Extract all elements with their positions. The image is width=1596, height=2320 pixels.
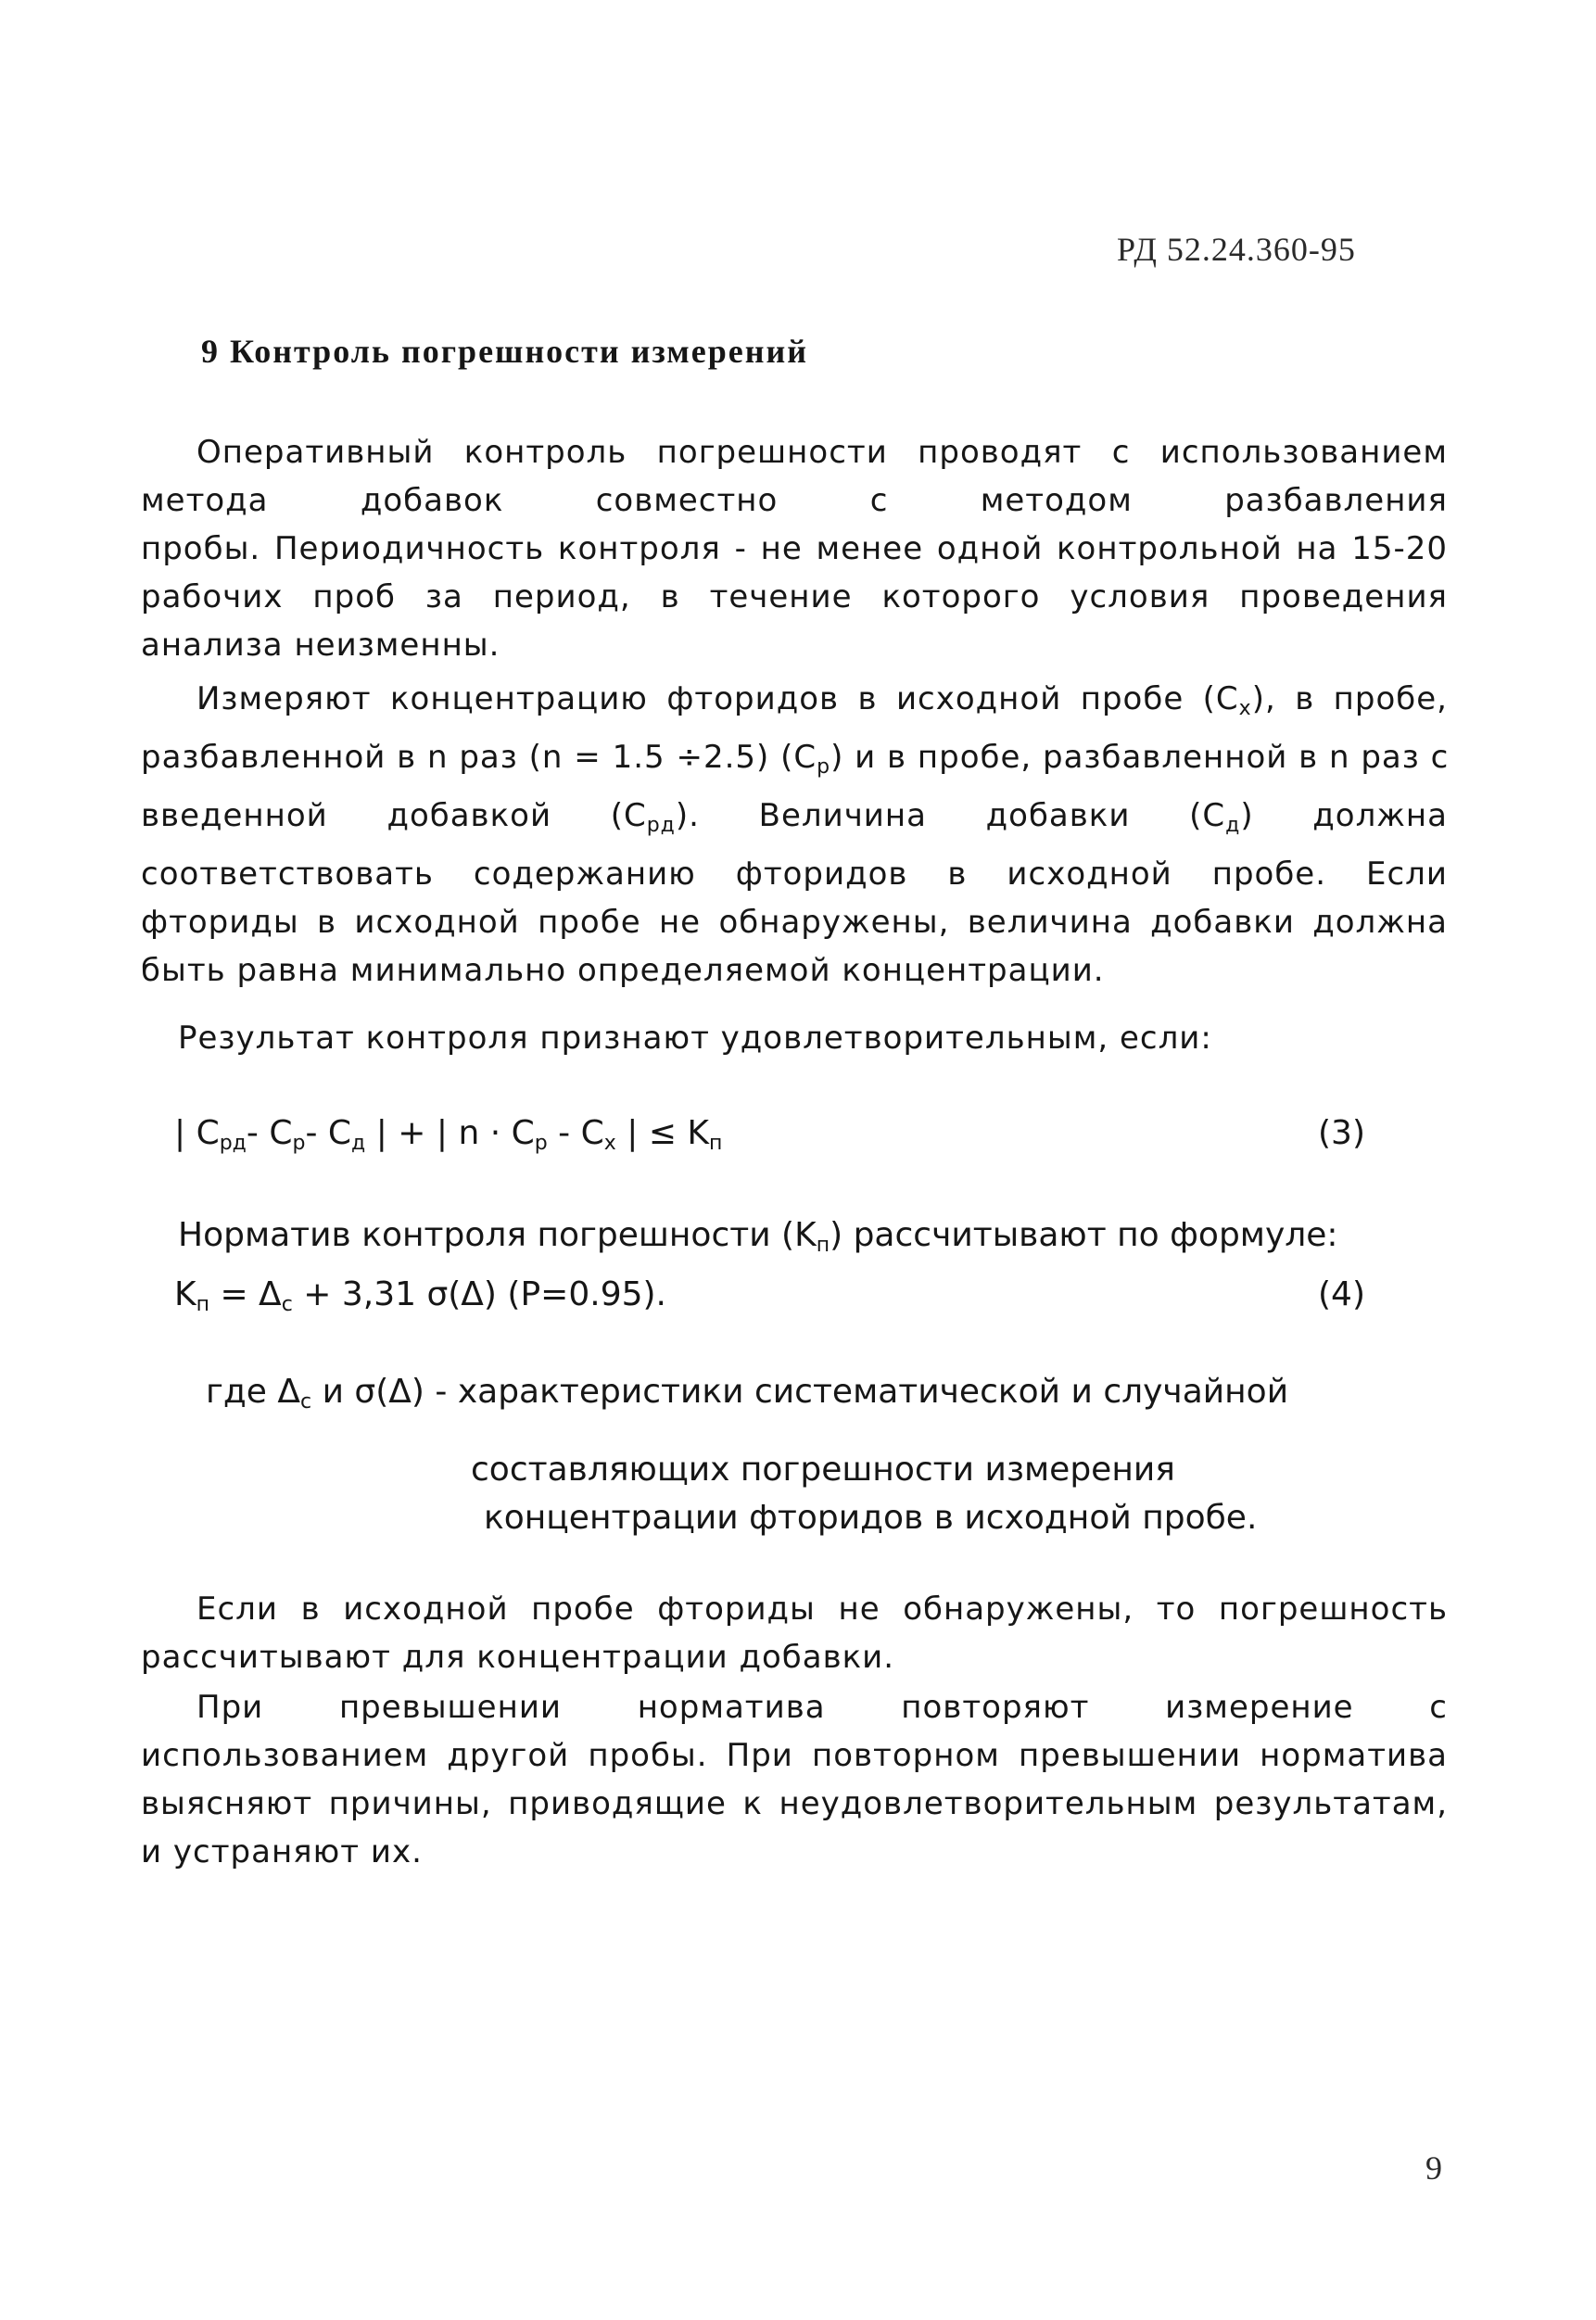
paragraph-line: Измеряют концентрацию фторидов в исходной пробе $(C_x)$, в пробе, (196, 680, 1448, 720)
document-code: РД 52.24.360-95 (1117, 231, 1356, 268)
result-sentence: Результат контроля признают удовлетворительным, если: (178, 1020, 1212, 1057)
paragraph-line: метода добавок совместно с методом разбавления (141, 482, 1448, 519)
paragraph-line: фториды в исходной пробе не обнаружены, величина добавки должна (141, 904, 1448, 941)
paragraph-line: пробы. Периодичность контроля - не менее одной контрольной на 15-20 (141, 530, 1448, 567)
paragraph-line: При превышении норматива повторяют измерение с (196, 1689, 1448, 1726)
page-number: 9 (1425, 2149, 1442, 2187)
paragraph-line: рабочих проб за период, в течение которого условия проведения (141, 578, 1448, 615)
formula-3-number: (3) (1318, 1114, 1365, 1152)
paragraph-line: использованием другой пробы. При повторном превышении норматива (141, 1737, 1448, 1774)
paragraph-line: выясняют причины, приводящие к неудовлетворительным результатам, (141, 1785, 1448, 1822)
paragraph-line: Если в исходной пробе фториды не обнаружены, то погрешность (196, 1591, 1448, 1628)
formula-4-number: (4) (1318, 1275, 1365, 1313)
paragraph-line: Оперативный контроль погрешности проводят с использованием (196, 434, 1448, 471)
paragraph-line: анализа неизменны. (141, 627, 500, 664)
paragraph-line: разбавленной в n раз (n = 1.5 ÷2.5) $(C_р)$ и в пробе, разбавленной в n раз с (141, 739, 1450, 779)
norm-sentence: Норматив контроля погрешности $(K_п)$ рассчитывают по формуле: (178, 1216, 1338, 1257)
paragraph-line: соответствовать содержанию фторидов в исходной пробе. Если (141, 856, 1448, 893)
paragraph-line: быть равна минимально определяемой концентрации. (141, 952, 1105, 989)
section-heading: 9 Контроль погрешности измерений (201, 333, 809, 370)
paragraph-line: рассчитывают для концентрации добавки. (141, 1639, 895, 1676)
formula-4: $K_п = \Delta_c + 3,31$ σ(Δ) (P=0.95). (174, 1275, 666, 1316)
paragraph-line: введенной добавкой $(C_{рд})$. Величина добавки $(C_д)$ должна (141, 797, 1449, 837)
paragraph-exceeding-norm (141, 1683, 1448, 1876)
where-definition: где $\Delta_c$ и σ(Δ) - характеристики систематической и случайной (206, 1373, 1289, 1414)
paragraph-line: и устраняют их. (141, 1833, 423, 1870)
where-line-3: концентрации фторидов в исходной пробе. (484, 1499, 1258, 1537)
where-line-2: составляющих погрешности измерения (471, 1451, 1175, 1489)
paragraph-operative-control (141, 428, 1448, 669)
formula-3: | $C_{рд}-$ $C_р-$ $C_д$ | + | $n \cdot C_р - C_x$ | ≤ $K_п$ (174, 1114, 723, 1155)
paragraph-not-detected (141, 1585, 1448, 1681)
paragraph-measurement (141, 675, 1448, 995)
